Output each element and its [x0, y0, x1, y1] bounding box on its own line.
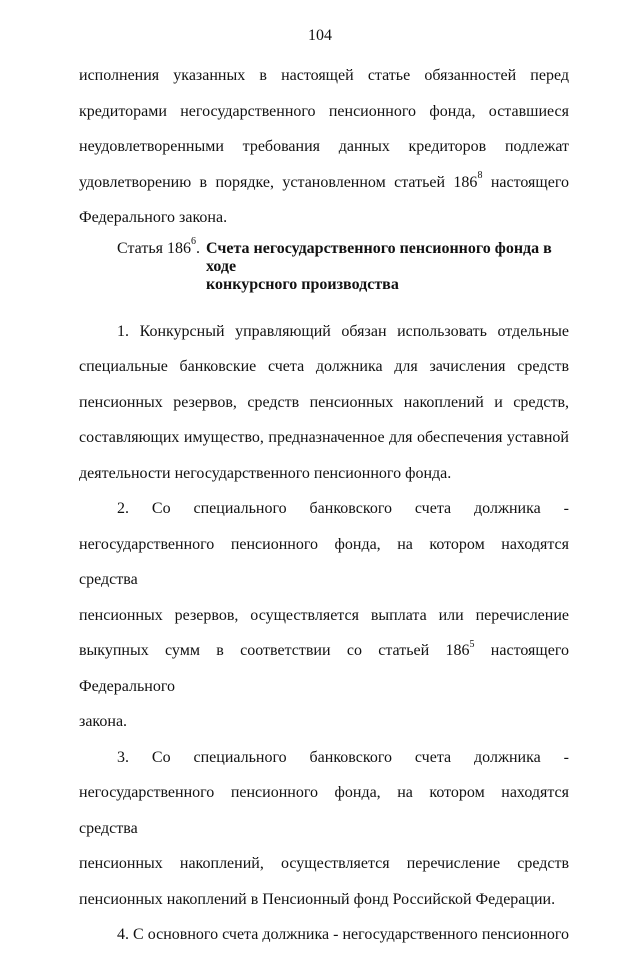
- text-line: 3. Со специального банковского счета должника -: [117, 748, 569, 766]
- article-title-line: Счета негосударственного пенсионного фонда в ходе: [205, 239, 552, 275]
- text-line: исполнения указанных в настоящей статье обязанностей перед: [79, 67, 569, 84]
- text-line: 1. Конкурсный управляющий обязан использовать отдельные: [117, 322, 569, 340]
- text-line: негосударственного пенсионного фонда, на котором находятся средства: [79, 784, 569, 837]
- article-label-dot: .: [195, 239, 200, 257]
- article-label: [117, 236, 200, 294]
- text-line: пенсионных накоплений в Пенсионный фонд Российской Федерации.: [79, 890, 556, 908]
- article-title-line: конкурсного производства: [205, 275, 399, 293]
- article-heading: [117, 236, 569, 294]
- text-fragment: выкупных сумм в соответствии со статьей 186: [79, 642, 470, 659]
- text-line: [79, 633, 569, 704]
- text-line: [79, 165, 569, 201]
- clause-4: [79, 917, 569, 953]
- text-line: пенсионных резервов, средств пенсионных накоплений и средств,: [79, 393, 569, 411]
- text-line: деятельности негосударственного пенсионного фонда.: [79, 464, 452, 482]
- text-fragment: настоящего: [482, 173, 570, 191]
- text-fragment: удовлетворению в порядке, установленном статьей 186: [79, 173, 478, 191]
- text-line: кредиторами негосударственного пенсионного фонда, оставшиеся: [79, 102, 569, 120]
- superscript: 6: [190, 236, 196, 248]
- document-body: [79, 58, 569, 953]
- article-title: [206, 240, 569, 294]
- superscript: 5: [469, 638, 475, 650]
- text-line: составляющих имущество, предназначенное для обеспечения уставной: [79, 429, 569, 446]
- text-line: пенсионных накоплений, осуществляется перечисление средств: [79, 855, 569, 872]
- text-line: 2. Со специального банковского счета должника -: [117, 500, 569, 517]
- text-line: негосударственного пенсионного фонда, на котором находятся средства: [79, 535, 569, 588]
- text-line: 4. С основного счета должника - негосударственного пенсионного: [117, 926, 569, 943]
- text-line: Федерального закона.: [79, 209, 228, 226]
- text-line: неудовлетворенными требования данных кредиторов подлежат: [79, 138, 569, 155]
- text-fragment: настоящего Федерального: [79, 642, 569, 695]
- superscript: 8: [477, 170, 483, 182]
- page-number: 104: [308, 27, 332, 44]
- clause-1: [79, 314, 569, 492]
- clause-3: [79, 740, 569, 918]
- text-line: закона.: [79, 713, 128, 730]
- clause-2: [79, 491, 569, 740]
- text-line: пенсионных резервов, осуществляется выплата или перечисление: [79, 606, 569, 624]
- text-line: специальные банковские счета должника для зачисления средств: [79, 358, 569, 375]
- intro-paragraph: [79, 58, 569, 236]
- article-label-text: Статья 186: [117, 239, 191, 257]
